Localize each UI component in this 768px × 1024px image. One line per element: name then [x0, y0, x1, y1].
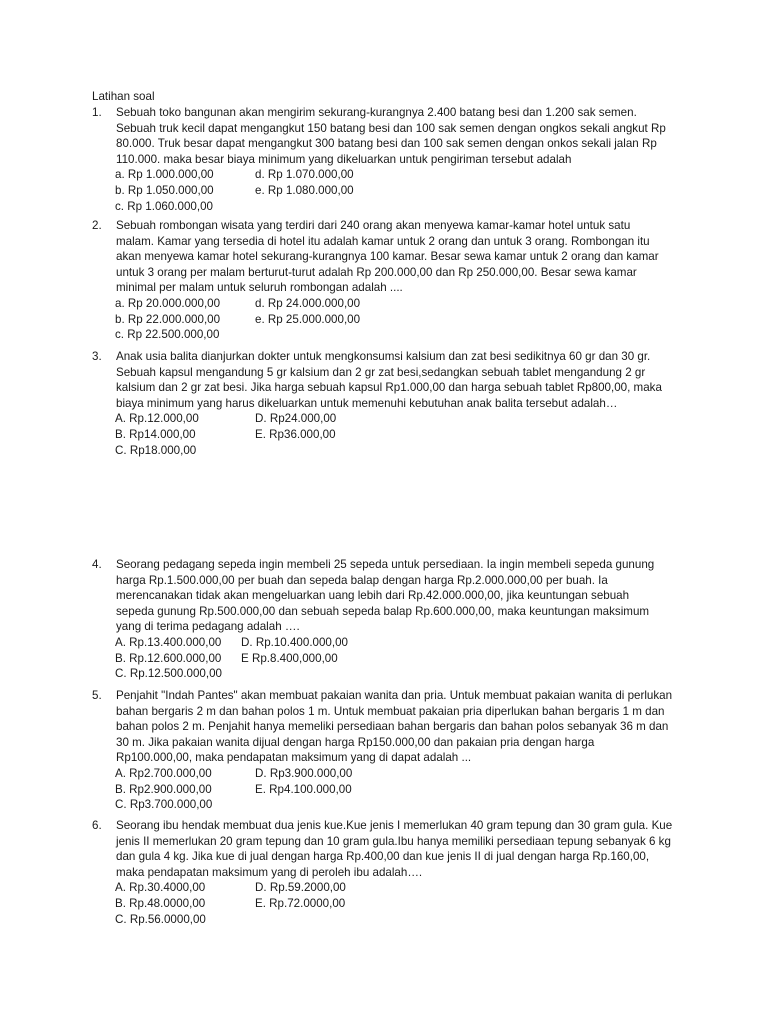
option-row [115, 199, 692, 215]
question-line: sepeda gunung Rp.500.000,00 dan sebuah sepeda balap Rp.600.000,00, maka keuntungan maksimum [116, 604, 650, 618]
option-d: d. Rp 1.070.000,00 [255, 168, 354, 182]
option-b: B. Rp14.000,00 [115, 427, 196, 441]
option-d: D. Rp.59.2000,00 [255, 881, 346, 895]
option-row [115, 183, 692, 199]
question-number: 3. [92, 350, 102, 363]
option-row [115, 797, 692, 813]
option-c: C. Rp.56.0000,00 [115, 912, 206, 926]
option-row [115, 312, 692, 328]
option-a: a. Rp 1.000.000,00 [115, 168, 214, 182]
question-line: yang di terima pedagang adalah …. [116, 620, 300, 634]
option-e: E. Rp.72.0000,00 [255, 896, 346, 910]
question-line: Penjahit "Indah Pantes" akan membuat pakaian wanita dan pria. Untuk membuat pakaian wanita di perlukan [116, 689, 673, 702]
question-6 [92, 818, 692, 927]
option-e: E. Rp4.100.000,00 [255, 782, 352, 796]
question-1 [92, 105, 692, 214]
option-c: c. Rp 22.500.000,00 [115, 328, 220, 342]
question-line: Seorang pedagang sepeda ingin membeli 25 sepeda untuk persediaan. Ia ingin membeli sepeda gunung [116, 558, 655, 571]
question-line: 80.000. Truk besar dapat mengangkut 300 batang besi dan 100 sak semen dengan onkos sekali jalan Rp [116, 137, 657, 151]
option-row [115, 411, 692, 427]
option-a: A. Rp.30.4000,00 [115, 881, 206, 895]
option-row [115, 666, 692, 682]
question-line: Sebuah kapsul mengandung 5 gr kalsium dan 2 gr zat besi,sedangkan sebuah tablet mengandung 2 gr [116, 365, 646, 379]
option-row [115, 880, 692, 896]
option-row [115, 427, 692, 443]
option-row [115, 327, 692, 343]
question-text [116, 105, 692, 167]
option-e: E. Rp36.000,00 [255, 427, 336, 441]
question-line: malam. Kamar yang tersedia di hotel itu adalah kamar untuk 2 orang dan untuk 3 orang. Rombongan itu [116, 234, 650, 248]
question-5 [92, 688, 692, 813]
option-row [115, 651, 692, 667]
option-b: B. Rp.48.0000,00 [115, 896, 206, 910]
option-c: C. Rp.12.500.000,00 [115, 667, 222, 681]
option-a: a. Rp 20.000.000,00 [115, 296, 221, 310]
option-row [115, 912, 692, 928]
option-a: A. Rp.12.000,00 [115, 412, 199, 426]
option-d: d. Rp 24.000.000,00 [255, 296, 361, 310]
question-2 [92, 218, 692, 343]
question-line: Sebuah toko bangunan akan mengirim sekurang-kurangnya 2.400 batang besi dan 1.200 sak semen. [116, 106, 637, 119]
question-line: Sebuah rombongan wisata yang terdiri dari 240 orang akan menyewa kamar-kamar hotel untuk satu [116, 219, 631, 232]
question-line: Sebuah truk kecil dapat mengangkut 150 batang besi dan 100 sak semen dengan ongkos sekali angkut Rp [116, 121, 666, 135]
option-row [115, 635, 692, 651]
option-row [115, 896, 692, 912]
option-b: b. Rp 22.000.000,00 [115, 312, 221, 326]
option-e: e. Rp 1.080.000,00 [255, 183, 354, 197]
option-a: A. Rp.13.400.000,00 [115, 635, 222, 649]
question-line: maka pendapatan maksimum yang di peroleh ibu adalah…. [116, 865, 423, 879]
option-row [115, 443, 692, 459]
question-number: 1. [92, 106, 102, 119]
option-e: e. Rp 25.000.000,00 [255, 312, 361, 326]
question-line: akan menyewa kamar hotel sekurang-kurangnya 100 kamar. Besar sewa kamar untuk 2 orang dan kamar [116, 250, 659, 264]
question-text [116, 557, 692, 635]
option-row [115, 296, 692, 312]
question-line: 110.000. maka besar biaya minimum yang dikeluarkan untuk pengiriman tersebut adalah [116, 152, 572, 166]
question-line: dan gula 4 kg. Jika kue di jual dengan harga Rp.400,00 dan kue jenis II di jual dengan harga Rp.160,00, [116, 850, 650, 864]
question-line: minimal per malam untuk seluruh rombongan adalah .... [116, 281, 403, 295]
page-title: Latihan soal [92, 90, 155, 103]
option-row [115, 167, 692, 183]
question-line: merencanakan tidak akan mengeluarkan uang lebih dari Rp.42.000.000,00, jika keuntungan sebuah [116, 589, 630, 603]
question-text [116, 818, 692, 880]
question-text [116, 218, 692, 296]
question-text [116, 349, 692, 411]
option-c: c. Rp 1.060.000,00 [115, 199, 213, 213]
question-line: Rp100.000,00, maka pendapatan maksimum yang di dapat adalah ... [116, 751, 472, 765]
option-e: E Rp.8.400,000,00 [241, 651, 338, 665]
question-line: bahan bergaris 2 m dan bahan polos 1 m. Untuk membuat pakaian pria diperlukan bahan bergaris 1 m dan [116, 704, 665, 718]
question-3 [92, 349, 692, 458]
option-b: b. Rp 1.050.000,00 [115, 183, 214, 197]
question-line: harga Rp.1.500.000,00 per buah dan sepeda balap dengan harga Rp.2.000.000,00 per buah. Ia [116, 573, 608, 587]
question-line: bahan polos 2 m. Penjahit hanya memeliki persediaan bahan bergaris dan bahan polos sebanyak 36 m dan [116, 720, 669, 734]
question-line: untuk 3 orang per malam berturut-turut adalah Rp 200.000,00 dan Rp 250.000,00. Besar sewa kamar [116, 265, 637, 279]
option-c: C. Rp18.000,00 [115, 443, 197, 457]
question-line: kalsium dan 2 gr zat besi. Jika harga sebuah kapsul Rp1.000,00 dan harga sebuah tablet Rp800,00, maka [116, 381, 662, 395]
question-4 [92, 557, 692, 682]
option-b: B. Rp2.900.000,00 [115, 782, 212, 796]
question-number: 4. [92, 558, 102, 571]
option-c: C. Rp3.700.000,00 [115, 798, 213, 812]
question-text [116, 688, 692, 766]
question-line: 30 m. Jika pakaian wanita dijual dengan harga Rp150.000,00 dan pakaian pria dengan harga [116, 735, 595, 749]
option-d: D. Rp.10.400.000,00 [241, 635, 348, 649]
option-d: D. Rp3.900.000,00 [255, 766, 353, 780]
question-line: biaya minimum yang harus dikeluarkan untuk memenuhi kebutuhan anak balita tersebut adalah… [116, 396, 618, 410]
option-a: A. Rp2.700.000,00 [115, 766, 212, 780]
question-number: 5. [92, 689, 102, 702]
option-b: B. Rp.12.600.000,00 [115, 651, 222, 665]
question-number: 2. [92, 219, 102, 232]
question-line: Anak usia balita dianjurkan dokter untuk mengkonsumsi kalsium dan zat besi sedikitnya 60 gr dan 30 gr. [116, 350, 651, 363]
option-row [115, 782, 692, 798]
question-line: Seorang ibu hendak membuat dua jenis kue.Kue jenis I memerlukan 40 gram tepung dan 30 gram gula. Kue [116, 819, 673, 832]
question-number: 6. [92, 819, 102, 832]
question-line: jenis II memerlukan 20 gram tepung dan 10 gram gula.Ibu hanya memiliki persediaan tepung sebanyak 6 kg [116, 834, 671, 848]
option-row [115, 766, 692, 782]
option-d: D. Rp24.000,00 [255, 412, 337, 426]
